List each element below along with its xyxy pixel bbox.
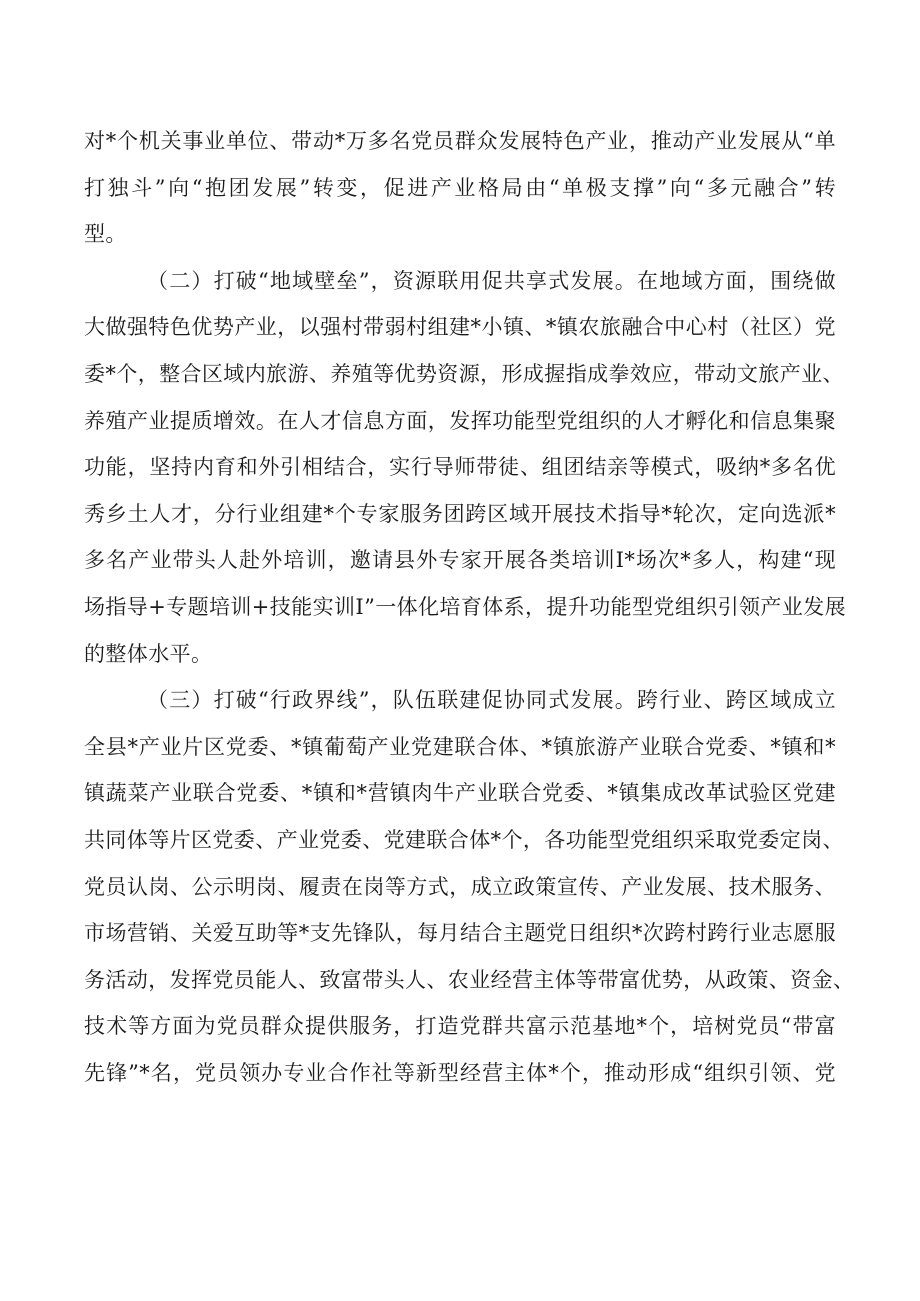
text-line: 养殖产业提质增效。在人才信息方面，发挥功能型党组织的人才孵化和信息集聚	[84, 408, 836, 433]
text-line: 的整体水平。	[84, 641, 213, 666]
text-line: 全县*产业片区党委、*镇葡萄产业党建联合体、*镇旅游产业联合党委、*镇和*	[84, 734, 836, 759]
section-heading-line: （三）打破“行政界线”，队伍联建促协同式发展。跨行业、跨区域成立	[147, 688, 836, 713]
text-line: 党员认岗、公示明岗、履责在岗等方式，成立政策宣传、产业发展、技术服务、	[84, 874, 836, 899]
document-body	[84, 118, 855, 1096]
text-line: 委*个，整合区域内旅游、养殖等优势资源，形成握指成拳效应，带动文旅产业、	[84, 361, 844, 386]
paragraph-section-3	[84, 677, 855, 1096]
text-line: 市场营销、关爱互助等*支先锋队，每月结合主题党日组织*次跨村跨行业志愿服	[84, 921, 836, 946]
text-line: 先锋”*名，党员领办专业合作社等新型经营主体*个，推动形成“组织引领、党	[84, 1060, 836, 1085]
text-line: 共同体等片区党委、产业党委、党建联合体*个，各功能型党组织采取党委定岗、	[84, 827, 844, 852]
text-line: 秀乡土人才，分行业组建*个专家服务团跨区域开展技术指导*轮次，定向选派*	[84, 501, 836, 526]
text-line: 镇蔬菜产业联合党委、*镇和*营镇肉牛产业联合党委、*镇集成改革试验区党建	[84, 781, 836, 806]
paragraph-1-continuation	[84, 118, 836, 258]
text-line: 大做强特色优势产业，以强村带弱村组建*小镇、*镇农旅融合中心村（社区）党	[84, 315, 836, 340]
paragraph-section-2	[84, 258, 847, 677]
text-line: 打独斗”向“抱团发展”转变，促进产业格局由“单极支撑”向“多元融合”转	[84, 175, 836, 200]
text-line: 对*个机关事业单位、带动*万多名党员群众发展特色产业，推动产业发展从“单	[84, 129, 836, 153]
text-line: 场指导+专题培训+技能实训I”一体化培育体系，提升功能型党组织引领产业发展	[84, 594, 847, 619]
section-heading-line: （二）打破“地域壁垒”，资源联用促共享式发展。在地域方面，围绕做	[147, 268, 836, 293]
text-line: 技术等方面为党员群众提供服务，打造党群共富示范基地*个，培树党员“带富	[84, 1014, 836, 1039]
text-line: 多名产业带头人赴外培训，邀请县外专家开展各类培训I*场次*多人，构建“现	[84, 548, 836, 573]
text-line: 务活动，发挥党员能人、致富带头人、农业经营主体等带富优势，从政策、资金、	[84, 967, 855, 992]
text-line: 型。	[84, 222, 127, 247]
text-line: 功能，坚持内育和外引相结合，实行导师带徒、组团结亲等模式，吸纳*多名优	[84, 455, 836, 480]
